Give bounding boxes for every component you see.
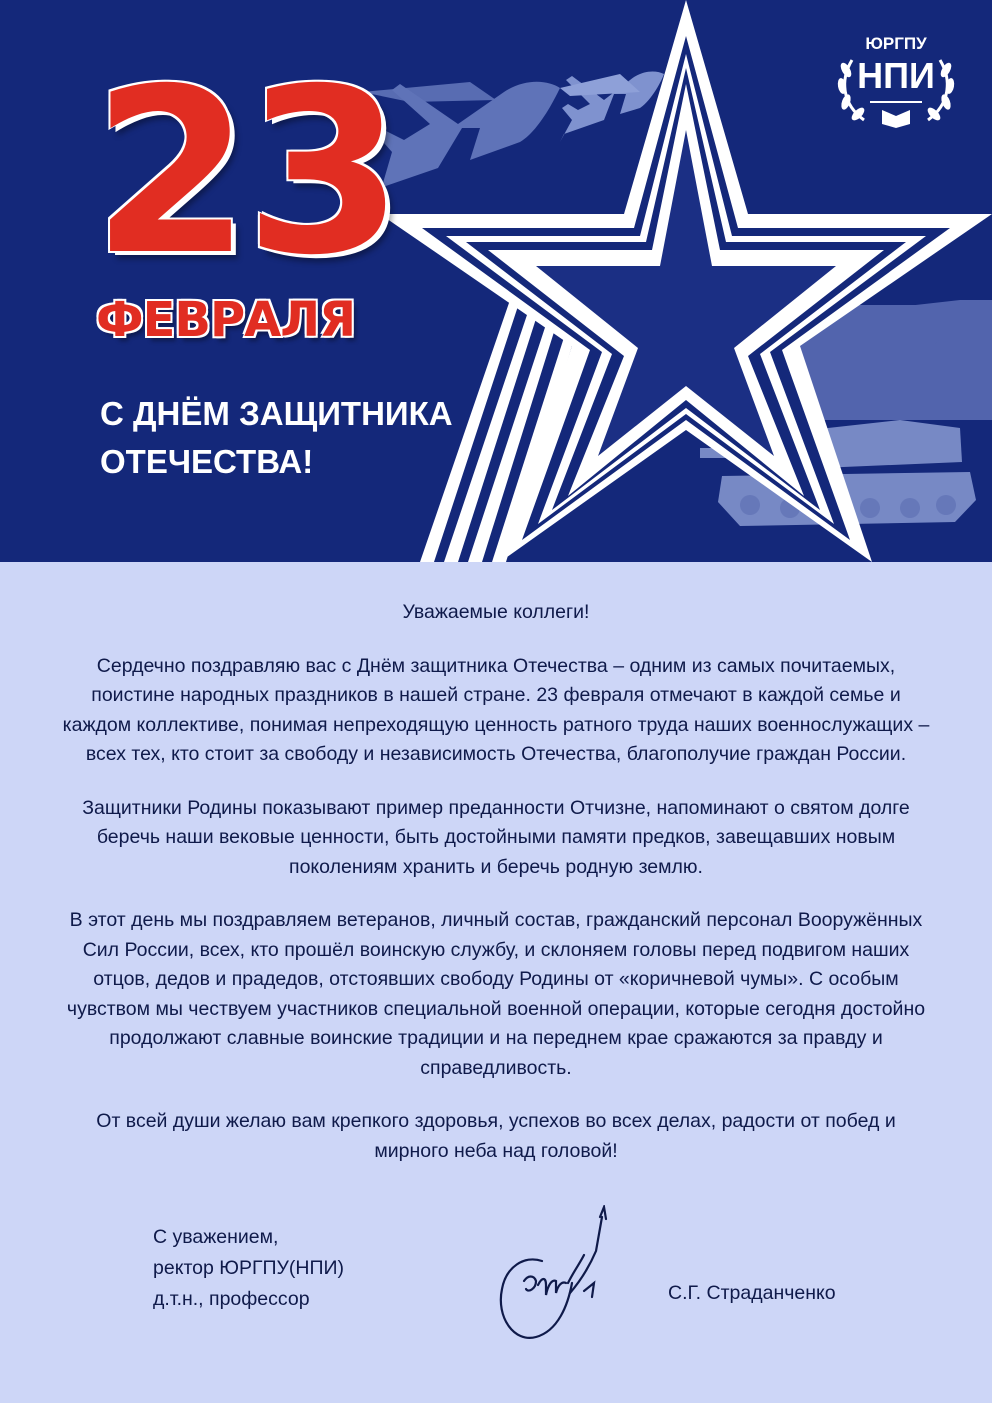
holiday-headline <box>100 390 453 486</box>
letter-paragraph: Сердечно поздравляю вас с Днём защитника Отечества – одним из самых почитаемых, поистине народных праздников в нашей стране. 23 февраля отмечают в каждой семье и каждом коллективе, понимая непреходящую ценность ратного труда наших военнослужащих – всех тех, кто стоит за свободу и независимость Отечества, благополучие граждан России. <box>62 654 930 765</box>
header-banner <box>0 0 992 562</box>
date-day: 23 <box>92 39 398 305</box>
signature-block <box>153 1222 344 1315</box>
headline-line-2: ОТЕЧЕСТВА! <box>100 443 314 480</box>
letter-body <box>60 598 932 1190</box>
signer-name: С.Г. Страданченко <box>668 1282 836 1304</box>
letter-paragraph: В этот день мы поздравляем ветеранов, личный состав, гражданский персонал Вооружённых Сил России, всех, кто прошёл воинскую службу, и склоняем головы перед подвигом наших отцов, дедов и прадедов, отстоявших свободу Родины от «коричневой чумы». С особым чувством мы чествуем участников специальной военной операции, которые сегодня достойно продолжают славные воинские традиции и на переднем крае сражаются за правду и справедливость. <box>66 909 926 1079</box>
logo-text-top: ЮРГПУ <box>865 34 927 53</box>
letter-greeting: Уважаемые коллеги! <box>402 601 590 623</box>
date-month: ФЕВРАЛЯ <box>96 292 356 348</box>
logo-text-main: НПИ <box>857 55 935 96</box>
letter-paragraph: Защитники Родины показывают пример преданности Отчизне, напоминают о святом долге беречь наши вековые ценности, быть достойными памяти предков, завещавших новым поколениям хранить и беречь родную землю. <box>82 796 910 878</box>
headline-line-1: С ДНЁМ ЗАЩИТНИКА <box>100 395 453 432</box>
signer-position: ректор ЮРГПУ(НПИ) <box>153 1257 345 1279</box>
signer-degree: д.т.н., профессор <box>153 1288 310 1310</box>
handwritten-signature <box>484 1205 624 1345</box>
letter-paragraph: От всей души желаю вам крепкого здоровья, успехов во всех делах, радости от побед и мирного неба над головой! <box>96 1110 896 1162</box>
university-logo <box>830 30 962 134</box>
closing-line: С уважением, <box>153 1226 279 1248</box>
